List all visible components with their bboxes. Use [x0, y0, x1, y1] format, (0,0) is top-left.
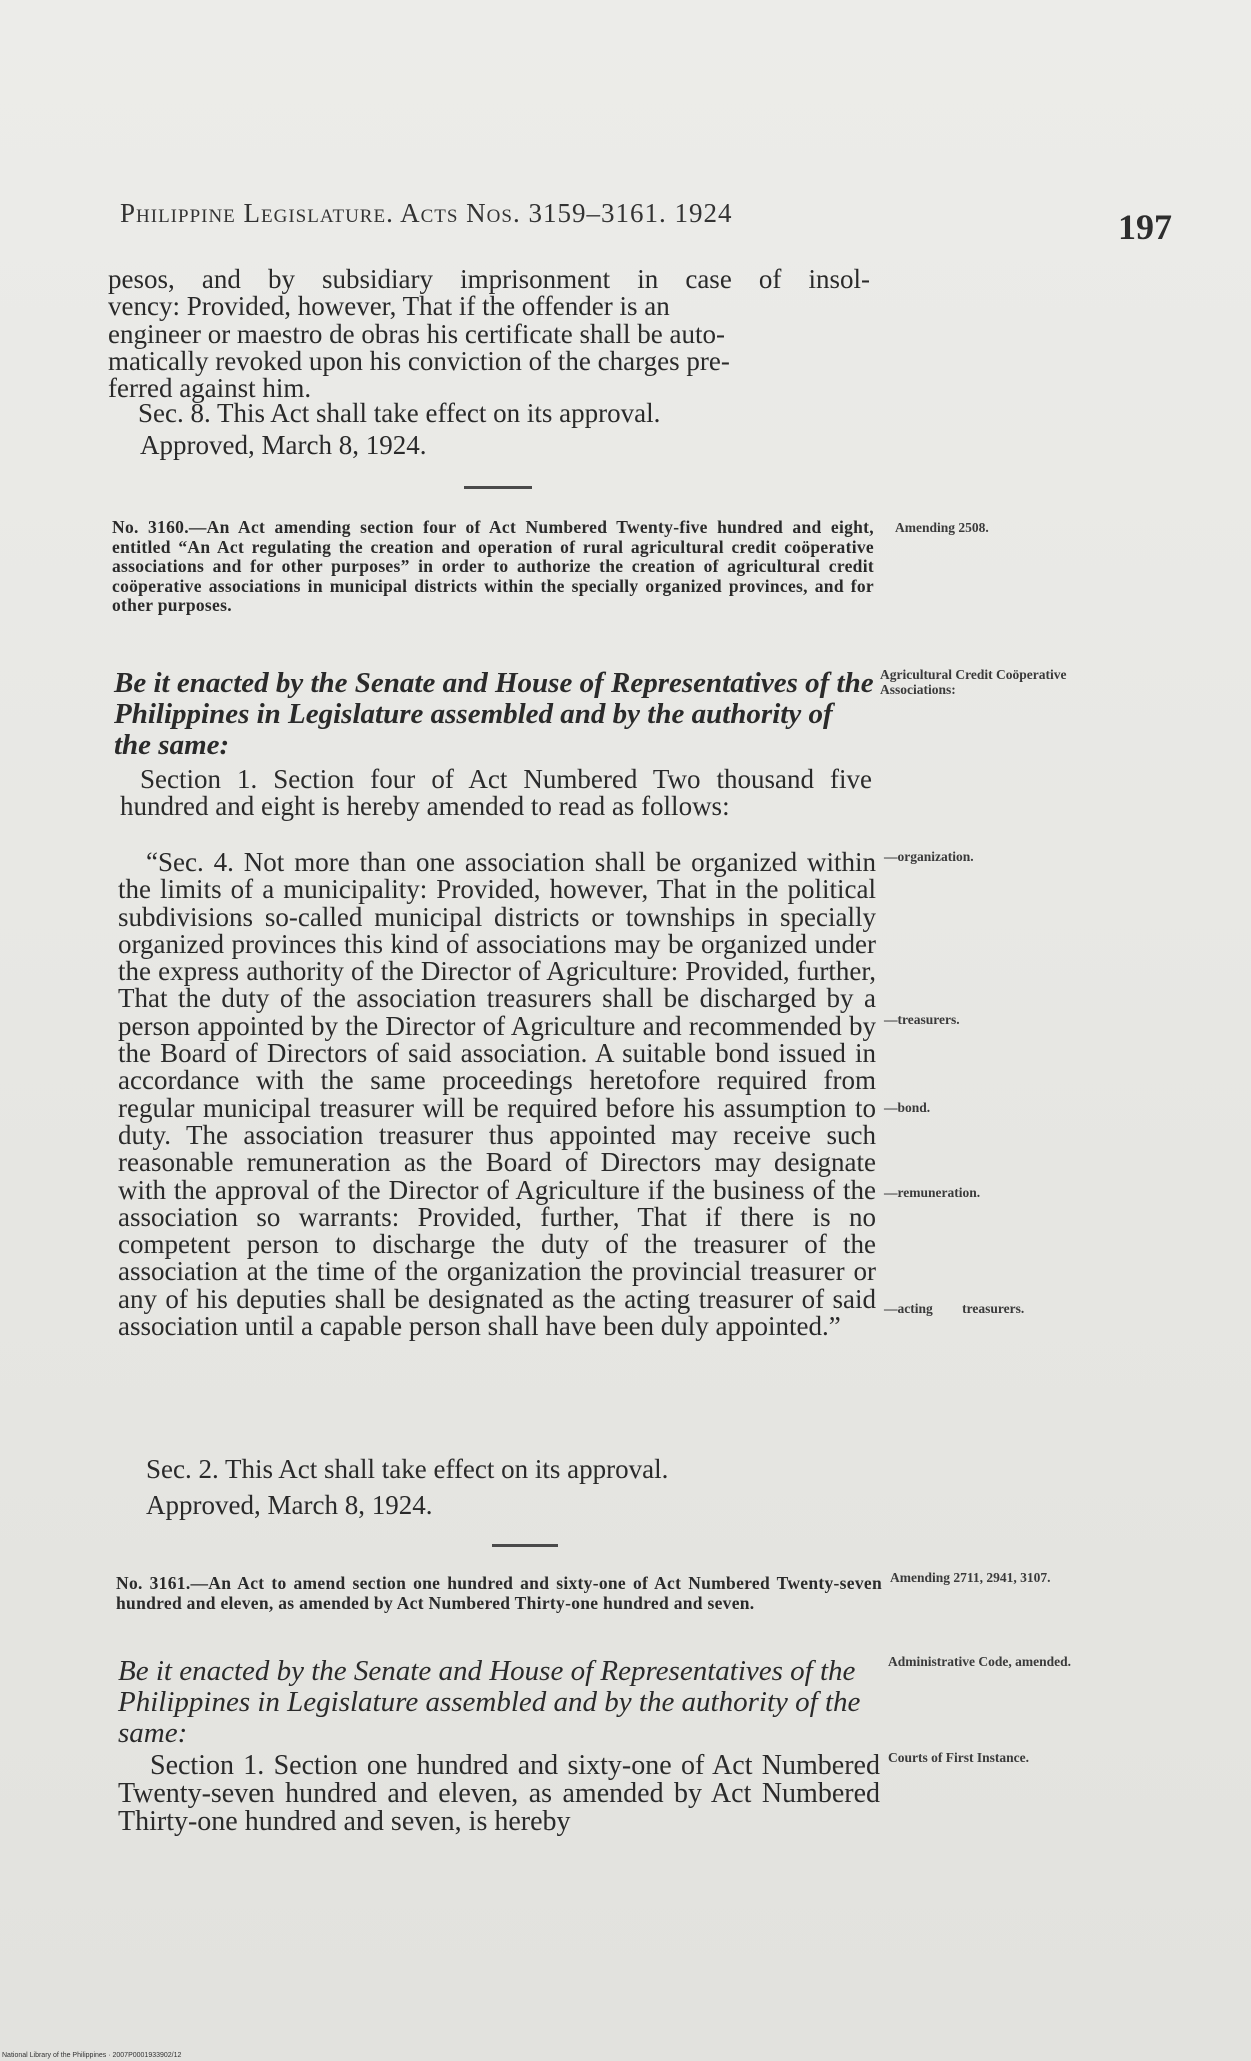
section-divider	[464, 486, 532, 489]
section-divider	[492, 1544, 558, 1547]
margin-note-bond: —bond.	[884, 1100, 931, 1115]
prev-act-sec8: Sec. 8. This Act shall take effect on its approval.	[138, 398, 661, 428]
act-3160-sec4-text: “Sec. 4. Not more than one association shall be organized within the limits of a municipality: Provided, however, That in the political subdivisions so-called municipal districts or townships in specially organized provinces this kind of associations may be organized under the express authority of the Director of Agriculture: Provided, further, That the duty of the association treasurers shall be discharged by a person appointed by the Director of Agriculture and recommended by the Board of Directors of said association. A suitable bond issued in accordance with the same proceedings heretofore required from regular municipal treasurer will be required before his assumption to duty. The association treasurer thus appointed may receive such reasonable remuneration as the Board of Directors may designate with the approval of the Director of Agriculture if the business of the association so warrants: Provided, further, That if there is no competent person to discharge the duty of the treasurer of the association at the time of the organization the provincial treasurer or any of his deputies shall be designated as the acting treasurer of said association until a capable person shall have been duly appointed.”	[118, 847, 876, 1342]
margin-note-courts-first-instance: Courts of First Instance.	[888, 1750, 1029, 1765]
margin-note-administrative-code: Administrative Code, amended.	[888, 1654, 1071, 1669]
paragraph-line: pesos, and by subsidiary imprisonment in case of insol-	[108, 264, 870, 294]
margin-note-agricultural-credit: Agricultural Credit Coöperative Associations:	[880, 667, 1067, 697]
prev-act-paragraph	[108, 266, 870, 402]
act-3160-enacting-clause: Be it enacted by the Senate and House of Representatives of the Philippines in Legislature assembled and by the authority of the same:	[114, 667, 874, 761]
margin-note-remuneration: —remuneration.	[884, 1185, 981, 1200]
act-3161-section-1: Section 1. Section one hundred and sixty-one of Act Numbered Twenty-seven hundred and eleven, as amended by Act Numbered Thirty-one hundred and seven, is hereby	[118, 1750, 880, 1837]
margin-note-organization: —organization.	[884, 849, 974, 864]
act-3160-approved: Approved, March 8, 1924.	[146, 1490, 433, 1520]
margin-note-amending-2711: Amending 2711, 2941, 3107.	[890, 1570, 1051, 1585]
margin-note-treasurers: —treasurers.	[884, 1012, 960, 1027]
act-3161-enacting-clause: Be it enacted by the Senate and House of Representatives of the Philippines in Legislature assembled and by the authority of the same:	[118, 1655, 861, 1749]
paragraph-line: matically revoked upon his conviction of the charges pre-	[108, 345, 730, 376]
act-3160-summary: No. 3160.—An Act amending section four of Act Numbered Twenty-five hundred and eight, entitled “An Act regulating the creation and operation of rural agricultural credit coöperative associations and for other purposes” in order to authorize the creation of agricultural credit coöperative associations in municipal districts within the specially organized provinces, and for other purposes.	[112, 517, 874, 615]
running-head-text: Philippine Legislature. Acts Nos. 3159–3161. 1924	[120, 198, 733, 228]
margin-note-acting-treasurers: —acting treasurers.	[884, 1301, 1025, 1316]
margin-note-amending-2508: Amending 2508.	[895, 520, 989, 535]
page-number: 197	[1118, 207, 1172, 247]
paragraph-line: vency: Provided, however, That if the offender is an	[108, 291, 670, 322]
act-3160-sec2: Sec. 2. This Act shall take effect on its approval.	[146, 1454, 669, 1484]
paragraph-line: engineer or maestro de obras his certificate shall be auto-	[108, 318, 725, 349]
footer-credit: National Library of the Philippines · 2007P0001933902/12	[2, 2052, 182, 2059]
running-head	[120, 198, 732, 229]
act-3160-section-1: Section 1. Section four of Act Numbered Two thousand five hundred and eight is hereby amended to read as follows:	[120, 764, 872, 822]
paragraph-line: ferred against him.	[108, 373, 312, 404]
act-3161-summary: No. 3161.—An Act to amend section one hundred and sixty-one of Act Numbered Twenty-seven hundred and eleven, as amended by Act Numbered Thirty-one hundred and seven.	[116, 1573, 882, 1613]
prev-act-approved: Approved, March 8, 1924.	[140, 430, 427, 460]
